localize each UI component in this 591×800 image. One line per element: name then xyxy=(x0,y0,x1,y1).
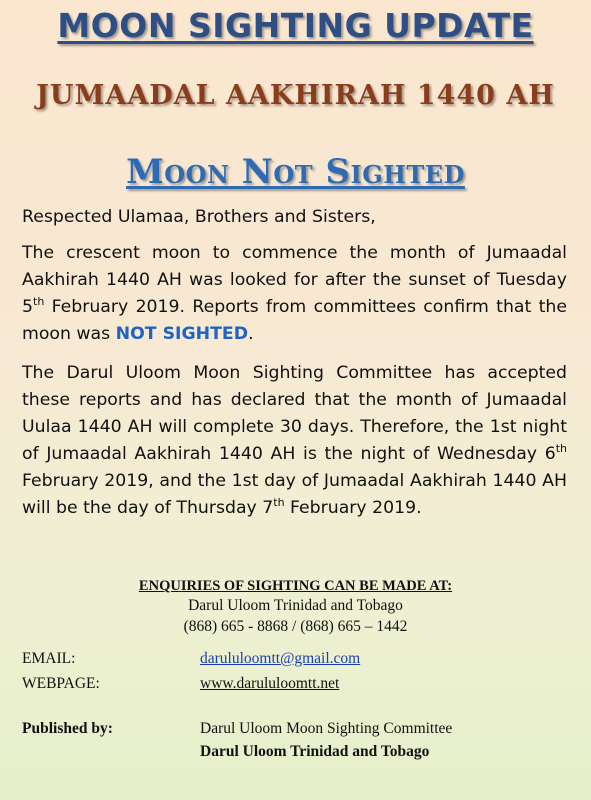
greeting-text: Respected Ulamaa, Brothers and Sisters, xyxy=(22,207,376,227)
publisher-organization: Darul Uloom Trinidad and Tobago xyxy=(200,743,430,760)
ordinal-suffix: th xyxy=(273,496,285,510)
paragraph-2-part-b: February 2019, and the 1st day of Jumaadal Aakhirah 1440 AH will be the day of Thursday 7 xyxy=(22,471,567,518)
phone-numbers: (868) 665 - 8868 / (868) 665 – 1442 xyxy=(183,618,408,635)
org-name: Darul Uloom Trinidad and Tobago xyxy=(188,597,403,614)
publisher-committee: Darul Uloom Moon Sighting Committee xyxy=(200,720,453,737)
paragraph-1-part-a: The crescent moon to commence the month of Jumaadal Aakhirah 1440 AH was looked for after the sunset of Tuesday 5 xyxy=(22,243,567,317)
paragraph-1 xyxy=(22,240,567,348)
webpage-link[interactable]: www.darululoomtt.net xyxy=(200,675,340,692)
contact-footer xyxy=(0,578,591,637)
status-heading: Moon Not Sighted xyxy=(126,152,465,192)
not-sighted-highlight: NOT SIGHTED xyxy=(115,324,249,344)
ordinal-suffix: th xyxy=(555,442,567,456)
paragraph-1-end: . xyxy=(248,324,254,344)
email-label: EMAIL: xyxy=(22,650,76,667)
published-by-label: Published by: xyxy=(22,720,113,737)
paragraph-2-part-c: February 2019. xyxy=(284,498,422,518)
enquiries-heading: ENQUIRIES OF SIGHTING CAN BE MADE AT: xyxy=(138,578,453,594)
ordinal-suffix: th xyxy=(33,295,45,309)
page-title: MOON SIGHTING UPDATE xyxy=(57,6,534,45)
paragraph-1-part-b: February 2019. Reports from committees confirm that the moon was xyxy=(22,297,567,344)
month-heading: JUMAADAL AAKHIRAH 1440 AH xyxy=(36,80,555,111)
email-link[interactable]: darululoomtt@gmail.com xyxy=(200,650,361,667)
paragraph-2-part-a: The Darul Uloom Moon Sighting Committee has accepted these reports and has declared that the month of Jumaadal Uulaa 1440 AH will complete 30 days. Therefore, the 1st night of Jumaadal Aakhirah 1440 AH is the night of Wednesday 6 xyxy=(22,363,567,464)
webpage-label: WEBPAGE: xyxy=(22,675,100,692)
paragraph-2 xyxy=(22,360,567,522)
